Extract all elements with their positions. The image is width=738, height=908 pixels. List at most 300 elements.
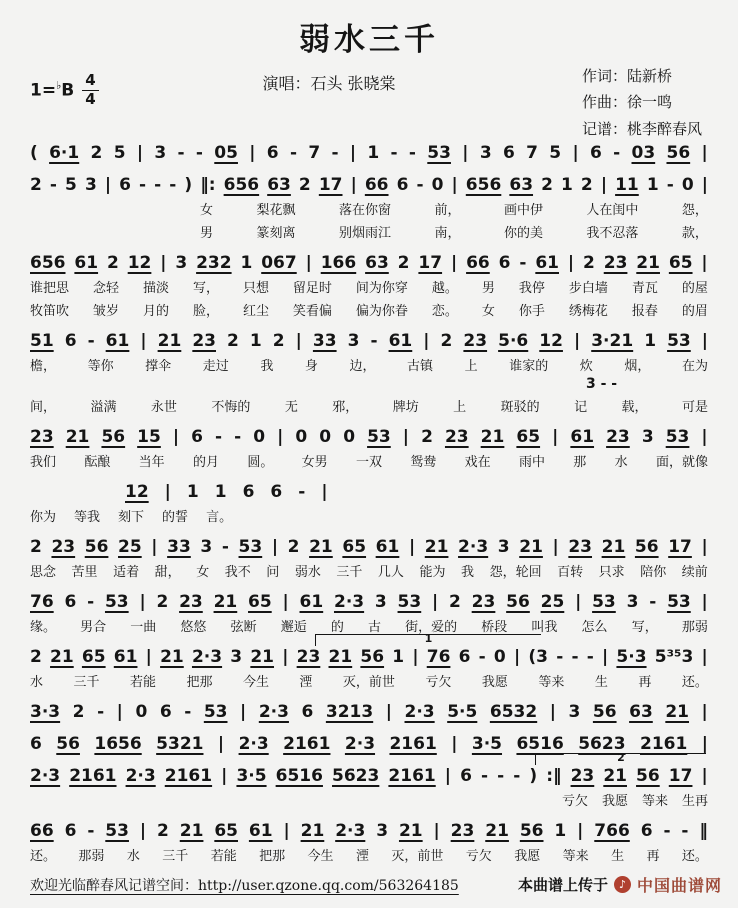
lyrics-line: [30, 396, 708, 415]
song-title: 弱水三千: [299, 22, 439, 58]
lyrics-line: [30, 277, 708, 296]
lyric-word: 街，爱的: [405, 620, 458, 635]
lyric-word: 再: [646, 849, 660, 864]
barline: |: [549, 702, 556, 722]
score-system: [30, 632, 708, 690]
note-token: -: [87, 592, 95, 612]
lyric-word: 烟，: [624, 359, 651, 374]
note-token: 3: [347, 331, 360, 351]
upload-note: 本曲谱上传于: [517, 876, 608, 894]
barline: |: [701, 537, 708, 557]
note-token: 1656: [94, 734, 142, 754]
note-token: 21: [160, 647, 184, 667]
note-token: -: [586, 647, 594, 667]
lyric-word: 那: [573, 455, 587, 470]
note-token: 23: [450, 821, 475, 841]
lyric-word: 款，: [681, 226, 708, 241]
note-token: 56: [506, 592, 530, 612]
note-token: 2: [106, 253, 119, 273]
note-token: -: [177, 143, 185, 163]
lyric-word: 我不忍落: [586, 226, 639, 241]
lyric-word: 的屋: [681, 281, 708, 296]
lyric-word: 你手: [518, 304, 545, 319]
note-token: 232: [196, 253, 232, 273]
note-token: 0: [343, 427, 356, 447]
note-token: 21: [519, 537, 543, 557]
lyric-word: 男合: [80, 620, 107, 635]
lyric-word: 报春: [631, 304, 658, 319]
note-token: 53: [367, 427, 391, 447]
note-token: 21: [213, 592, 238, 612]
barline: |: [701, 427, 708, 447]
note-token: 1: [646, 175, 659, 195]
note-token: 66: [364, 175, 389, 195]
note-token: -: [331, 143, 339, 163]
lyrics-line: [200, 222, 708, 241]
notation-line: [30, 702, 708, 722]
barline: |: [350, 175, 357, 195]
note-token: 1: [214, 482, 227, 502]
lyric-word: 一双: [355, 455, 382, 470]
note-token: 5: [65, 175, 77, 195]
lyric-word: 间为你穿: [355, 281, 408, 296]
lyric-word: 今生: [307, 849, 334, 864]
note-token: 3: [374, 592, 387, 612]
lyrics-line: [30, 790, 708, 809]
note-token: 61: [570, 427, 595, 447]
score-system: [30, 253, 708, 319]
note-token: 23: [603, 253, 628, 273]
barline: |: [552, 427, 559, 447]
lyric-word: 谁把思: [30, 281, 70, 296]
note-token: -: [408, 143, 416, 163]
lyric-word: 前，: [434, 203, 461, 218]
barline: |: [164, 482, 171, 502]
time-signature-denominator: 4: [85, 89, 96, 108]
lyric-word: 弱水: [294, 565, 321, 580]
note-token: -: [390, 143, 398, 163]
note-token: 23: [471, 592, 496, 612]
note-token: 6: [159, 702, 172, 722]
note-token: 2·3: [335, 821, 366, 841]
lyric-word: 男: [200, 226, 214, 241]
lyric-word: 撑伞: [145, 359, 172, 374]
note-token: -: [289, 143, 298, 163]
note-token: 2·3: [404, 702, 435, 722]
lyric-word: 皱岁: [92, 304, 119, 319]
note-token: -: [370, 331, 378, 351]
note-token: 53: [667, 331, 691, 351]
lyric-word: 等来: [538, 675, 565, 690]
lyric-word: 戏在: [464, 455, 491, 470]
lyric-word: 还。: [681, 849, 708, 864]
note-token: 21: [309, 537, 333, 557]
lyric-word: 我: [260, 359, 274, 374]
note-token: -: [298, 482, 306, 502]
lyric-word: 那弱: [78, 849, 105, 864]
lyric-word: 把那: [259, 849, 286, 864]
note-token: 12: [125, 482, 149, 502]
composer-credit: 作曲：徐一鸣: [581, 93, 672, 112]
lyric-word: 还。: [681, 675, 708, 690]
barline: |: [701, 253, 708, 273]
barline: |: [385, 702, 392, 722]
lyric-word: 今生: [242, 675, 269, 690]
note-token: 6: [191, 427, 203, 447]
lyric-word: 的: [330, 620, 344, 635]
note-token: 766: [594, 821, 630, 841]
note-token: 6532: [489, 702, 538, 722]
note-token: 65: [668, 253, 693, 273]
lyric-word: 我: [461, 565, 475, 580]
lyric-word: 的月: [192, 455, 219, 470]
note-token: -: [513, 766, 521, 786]
note-token: -: [663, 821, 671, 841]
note-token: 21: [424, 537, 449, 557]
lyric-word: 亏欠: [465, 849, 492, 864]
lyric-word: 谁家的: [509, 359, 549, 374]
note-token: -: [649, 592, 657, 612]
note-token: 6: [589, 143, 602, 163]
note-token: 5·6: [498, 331, 529, 351]
note-token: 6·1: [49, 143, 80, 163]
note-token: 2161: [164, 766, 213, 786]
barline: |: [462, 143, 469, 163]
lyric-word: 月的: [142, 304, 169, 319]
note-token: 5623: [578, 734, 626, 754]
note-token: 12: [127, 253, 152, 273]
lyric-word: 留足时: [292, 281, 332, 296]
note-token: 03: [631, 143, 656, 163]
lyric-word: 在为: [681, 359, 708, 374]
lyric-word: 续前: [681, 565, 708, 580]
note-token: -: [184, 702, 192, 722]
note-token: 15: [137, 427, 161, 447]
note-token: 53: [665, 427, 690, 447]
note-token: 12: [539, 331, 563, 351]
score-system: [30, 592, 708, 635]
qzone-url-link[interactable]: 欢迎光临醉春风记谱空间：http://user.qzone.qq.com/563264185: [30, 877, 459, 894]
lyric-word: 圆。: [247, 455, 274, 470]
barline: |: [575, 592, 582, 612]
note-token: 2·3: [458, 537, 489, 557]
note-token: 61: [299, 592, 324, 612]
lyric-word: 走过: [202, 359, 229, 374]
barline: |: [402, 427, 410, 447]
lyric-word: 描淡: [142, 281, 169, 296]
lyric-word: 刻下: [118, 510, 145, 525]
note-token: 66: [466, 253, 490, 273]
note-token: 05: [214, 143, 238, 163]
notation-line: [30, 734, 708, 754]
note-token: 23: [179, 592, 203, 612]
lyric-word: 生再: [681, 794, 708, 809]
note-token: 3213: [325, 702, 374, 722]
note-token: 23: [30, 427, 54, 447]
lyric-word: 甜，: [154, 565, 181, 580]
lyric-word: 绣梅花: [568, 304, 608, 319]
note-token: 1: [367, 143, 380, 163]
lyric-word: 步白墙: [568, 281, 608, 296]
lyric-word: 亏欠: [425, 675, 452, 690]
note-token: 2·3: [30, 766, 61, 786]
note-token: 56: [101, 427, 126, 447]
lyric-word: 画中伊: [503, 203, 543, 218]
note-token: 067: [261, 253, 297, 273]
header-meta: [30, 63, 708, 141]
lyric-word: 酝酿: [84, 455, 111, 470]
notation-line: [30, 427, 708, 447]
lyric-word: 斑驳的: [500, 400, 540, 415]
note-token: (: [30, 143, 38, 163]
lyric-word: 水: [126, 849, 140, 864]
note-token: 1: [561, 175, 573, 195]
note-token: (3: [528, 647, 548, 667]
lyrics-line: [30, 451, 708, 470]
note-token: -: [556, 647, 564, 667]
lyric-word: 的誓: [162, 510, 189, 525]
note-token: 6: [266, 143, 279, 163]
lyric-word: 问: [266, 565, 280, 580]
lyric-word: 等你: [87, 359, 114, 374]
lyric-word: 我停: [518, 281, 545, 296]
note-token: 3: [230, 647, 243, 667]
barline: |: [513, 647, 521, 667]
lyric-word: 弦断: [230, 620, 257, 635]
notation-line: [30, 766, 708, 786]
score-system: [30, 751, 708, 809]
lyric-word: 女: [196, 565, 210, 580]
note-token: 61: [105, 331, 130, 351]
note-token: 2161: [69, 766, 117, 786]
barline: |: [221, 766, 228, 786]
note-token: 3·5: [471, 734, 503, 754]
note-token: -: [169, 175, 177, 195]
note-token: 5321: [156, 734, 204, 754]
notator-credit: 记谱：桃李醉春风: [581, 119, 702, 138]
lyric-word: 无: [284, 400, 298, 415]
lyric-word: 溢满: [90, 400, 117, 415]
note-token: 63: [629, 702, 653, 722]
note-token: 2: [227, 331, 239, 351]
note-token: 17: [318, 175, 343, 195]
lyric-word: 生: [594, 675, 608, 690]
note-token: 56: [666, 143, 691, 163]
barline: |: [136, 143, 144, 163]
barline: ‖: [699, 821, 708, 841]
note-token: 5·3: [616, 647, 647, 667]
note-token: 3·5: [236, 766, 267, 786]
barline: |: [701, 647, 708, 667]
lyrics-line: [30, 845, 708, 864]
note-token: 53: [105, 821, 129, 841]
barline: |: [116, 702, 123, 722]
lyric-word: 怎么: [581, 620, 608, 635]
lyric-word: 苦里: [71, 565, 98, 580]
score-system: [30, 482, 708, 525]
notation-line: [30, 592, 708, 612]
note-token: 23: [570, 766, 595, 786]
lyric-word: 篆刻离: [256, 226, 296, 241]
lyric-word: 我们: [30, 455, 57, 470]
barline: |: [444, 766, 452, 786]
note-token: 0: [135, 702, 148, 722]
note-token: 0: [493, 647, 506, 667]
note-token: 2·3: [344, 734, 376, 754]
note-token: -: [480, 766, 489, 786]
note-token: 5623: [332, 766, 380, 786]
note-token: 21: [65, 427, 90, 447]
lyric-word: 若能: [210, 849, 237, 864]
lyric-word: 炊: [579, 359, 593, 374]
note-token: 6: [64, 821, 77, 841]
note-token: 0: [253, 427, 266, 447]
barline: |: [701, 766, 708, 786]
note-token: 1: [240, 253, 253, 273]
lyric-word: 上: [453, 400, 467, 415]
note-token: 6: [502, 143, 515, 163]
notation-line: [30, 253, 708, 273]
barline: |: [151, 537, 158, 557]
note-token: 2: [157, 821, 169, 841]
note-token: 25: [540, 592, 565, 612]
note-token: -: [571, 647, 579, 667]
performer-credit: 演唱：石头 张晓棠: [262, 74, 396, 93]
notation-score: [30, 143, 708, 864]
lyric-word: 三千: [73, 675, 100, 690]
notation-line: [30, 175, 708, 195]
note-token: 65: [342, 537, 367, 557]
note-token: 21: [485, 821, 509, 841]
lyric-word: 还。: [30, 849, 57, 864]
note-token: 63: [267, 175, 291, 195]
note-token: 2·3: [238, 734, 269, 754]
note-token: ): [184, 175, 193, 195]
note-token: 53: [427, 143, 451, 163]
lyrics-line: [30, 300, 708, 319]
lyric-word: 人在闺中: [586, 203, 639, 218]
note-token: 2: [397, 253, 410, 273]
note-token: 2161: [389, 734, 437, 754]
lyric-word: 缘。: [30, 620, 57, 635]
lyric-word: 可是: [681, 400, 708, 415]
notation-line: [30, 143, 708, 163]
barline: ‖:: [200, 175, 216, 195]
time-signature-numerator: 4: [82, 73, 98, 91]
barline: |: [145, 647, 152, 667]
note-token: 1: [186, 482, 199, 502]
note-token: 166: [320, 253, 357, 273]
note-token: 21: [665, 702, 689, 722]
note-token: 6: [64, 592, 77, 612]
note-token: 65: [214, 821, 238, 841]
note-token: 2: [421, 427, 433, 447]
note-token: 3·3: [30, 702, 61, 722]
note-token: 21: [398, 821, 423, 841]
lyric-word: 我愿: [601, 794, 628, 809]
lyric-word: 陪你: [640, 565, 667, 580]
barline: :‖: [546, 766, 562, 786]
note-token: 21: [603, 766, 627, 786]
note-token: 56: [592, 702, 617, 722]
note-token: 1: [249, 331, 262, 351]
score-system: [30, 331, 708, 415]
note-token: 23: [568, 537, 593, 557]
barline: |: [701, 702, 708, 722]
note-token: -: [215, 427, 223, 447]
lyric-word: 女: [200, 203, 214, 218]
barline: |: [271, 537, 279, 557]
barline: |: [572, 143, 579, 163]
note-token: 17: [668, 537, 692, 557]
barline: |: [104, 175, 112, 195]
note-token: 61: [74, 253, 99, 273]
lyric-word: 永世: [150, 400, 177, 415]
barline: |: [701, 143, 708, 163]
note-token: 56: [84, 537, 109, 557]
lyric-word: 一曲: [130, 620, 157, 635]
note-token: 5: [549, 143, 562, 163]
note-token: -: [497, 766, 505, 786]
note-token: -: [416, 175, 424, 195]
barline: |: [701, 175, 708, 195]
lyric-word: 檐，: [30, 359, 57, 374]
barline: |: [349, 143, 357, 163]
lyric-word: 等来: [641, 794, 668, 809]
note-token: 656: [30, 253, 66, 273]
lyric-word: 等我: [74, 510, 101, 525]
lyric-word: 红尘: [242, 304, 269, 319]
note-token: 23: [463, 331, 488, 351]
note-token: 61: [113, 647, 138, 667]
note-token: -: [154, 175, 162, 195]
barline: |: [249, 143, 256, 163]
note-token: 7: [526, 143, 538, 163]
lyric-word: 言。: [206, 510, 233, 525]
lyric-word: 梨花飘: [256, 203, 296, 218]
key-text: 1=♭B: [30, 79, 75, 102]
note-token: 7: [308, 143, 321, 163]
score-system: [30, 821, 708, 864]
lyric-word: 面，就像: [655, 455, 708, 470]
note-token: 3·21: [591, 331, 634, 351]
score-system: [30, 537, 708, 580]
note-token: 6: [301, 702, 314, 722]
barline: |: [450, 253, 458, 273]
note-token: 2: [156, 592, 169, 612]
note-token: -: [478, 647, 486, 667]
note-token: 1: [554, 821, 567, 841]
note-token: 6: [640, 821, 653, 841]
lyric-word: 悠悠: [180, 620, 207, 635]
lyric-word: 载，: [621, 400, 648, 415]
barline: |: [451, 175, 458, 195]
lyric-word: 别烟雨江: [338, 226, 391, 241]
barline: |: [283, 821, 290, 841]
note-token: 2: [580, 175, 593, 195]
note-token: 2: [449, 592, 461, 612]
note-token: 0: [431, 175, 444, 195]
barline: |: [432, 592, 439, 612]
barline: |: [577, 821, 584, 841]
note-token: 23: [192, 331, 216, 351]
note-token: 3: [175, 253, 188, 273]
lyric-word: 生: [611, 849, 625, 864]
note-token: 2161: [388, 766, 436, 786]
lyric-word: 亏欠: [561, 794, 588, 809]
note-token: 66: [30, 821, 54, 841]
note-token: -: [681, 821, 689, 841]
